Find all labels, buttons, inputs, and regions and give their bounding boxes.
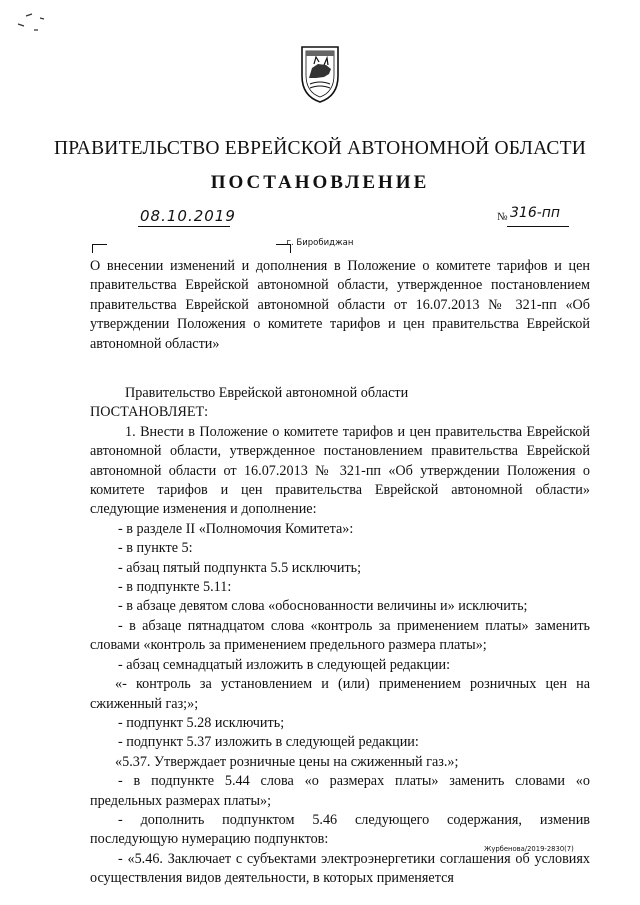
- decree-body: [90, 384, 590, 889]
- body-paragraph: - в пункте 5:: [118, 540, 193, 557]
- government-name: ПРАВИТЕЛЬСТВО ЕВРЕЙСКОЙ АВТОНОМНОЙ ОБЛАСТИ: [53, 138, 587, 159]
- document-type-heading: ПОСТАНОВЛЕНИЕ: [210, 172, 430, 193]
- body-paragraph: - в подпункте 5.44 слова «о размерах платы» заменить словами «о предельных размерах платы»;: [90, 773, 590, 809]
- body-paragraph: - абзац пятый подпункта 5.5 исключить;: [118, 559, 362, 576]
- decree-number: 316-пп: [510, 205, 561, 221]
- body-paragraph: - в абзаце девятом слова «обоснованности величины и» исключить;: [118, 598, 528, 615]
- body-paragraph: - дополнить подпунктом 5.46 следующего содержания, изменив последующую нумерацию подпунктов:: [90, 811, 590, 848]
- city-name: г. Биробиджан: [286, 238, 354, 248]
- body-paragraph: - подпункт 5.37 изложить в следующей редакции:: [118, 734, 419, 751]
- body-paragraph: 1. Внести в Положение о комитете тарифов и цен правительства Еврейской автономной области, утвержденное постановлением правительства Еврейской автономной области от 16.07.2013 № 321-пп «Об утверждении Положения о комитете тарифов и цен правительства Еврейской автономной области» следующие изменения и дополнение:: [90, 423, 590, 518]
- body-paragraph: - подпункт 5.28 исключить;: [118, 714, 285, 731]
- body-paragraph: «- контроль за установлением и (или) применением розничных цен на сжиженный газ;»;: [90, 676, 590, 712]
- number-label: №: [497, 211, 508, 223]
- body-paragraph: Правительство Еврейской автономной области: [125, 385, 409, 401]
- document-reference: Журбенова/2019-2830(7): [484, 845, 574, 853]
- body-paragraph: - в подпункте 5.11:: [118, 579, 232, 596]
- number-underline: [507, 226, 569, 227]
- coat-of-arms-emblem: [296, 44, 344, 104]
- body-paragraph: - в абзаце пятнадцатом слова «контроль за применением платы» заменить словами «контроль за применением предельного размера платы»;: [90, 617, 590, 654]
- scan-corner-mark: [14, 10, 54, 40]
- title-bracket-right: [276, 244, 291, 253]
- body-paragraph: - «5.46. Заключает с субъектами электроэнергетики соглашения об условиях осуществления видов деятельности, в которых применяется: [90, 850, 590, 887]
- body-paragraph: ПОСТАНОВЛЯЕТ:: [90, 404, 209, 421]
- date-underline: [138, 226, 230, 227]
- body-paragraph: - абзац семнадцатый изложить в следующей редакции:: [118, 656, 451, 673]
- body-paragraph: - в разделе II «Полномочия Комитета»:: [118, 520, 354, 537]
- title-bracket-left: [92, 244, 107, 253]
- decree-date: 08.10.2019: [140, 207, 236, 225]
- decree-title: О внесении изменений и дополнения в Положение о комитете тарифов и цен правительства Еврейской автономной области, утвержденное постановлением правительства Еврейской автономной области от 16.07.2013 № 321-пп «Об утверждении Положения о комитете тарифов и цен правительства Еврейской автономной области»: [90, 258, 590, 352]
- body-paragraph: «5.37. Утверждает розничные цены на сжиженный газ.»;: [115, 753, 459, 770]
